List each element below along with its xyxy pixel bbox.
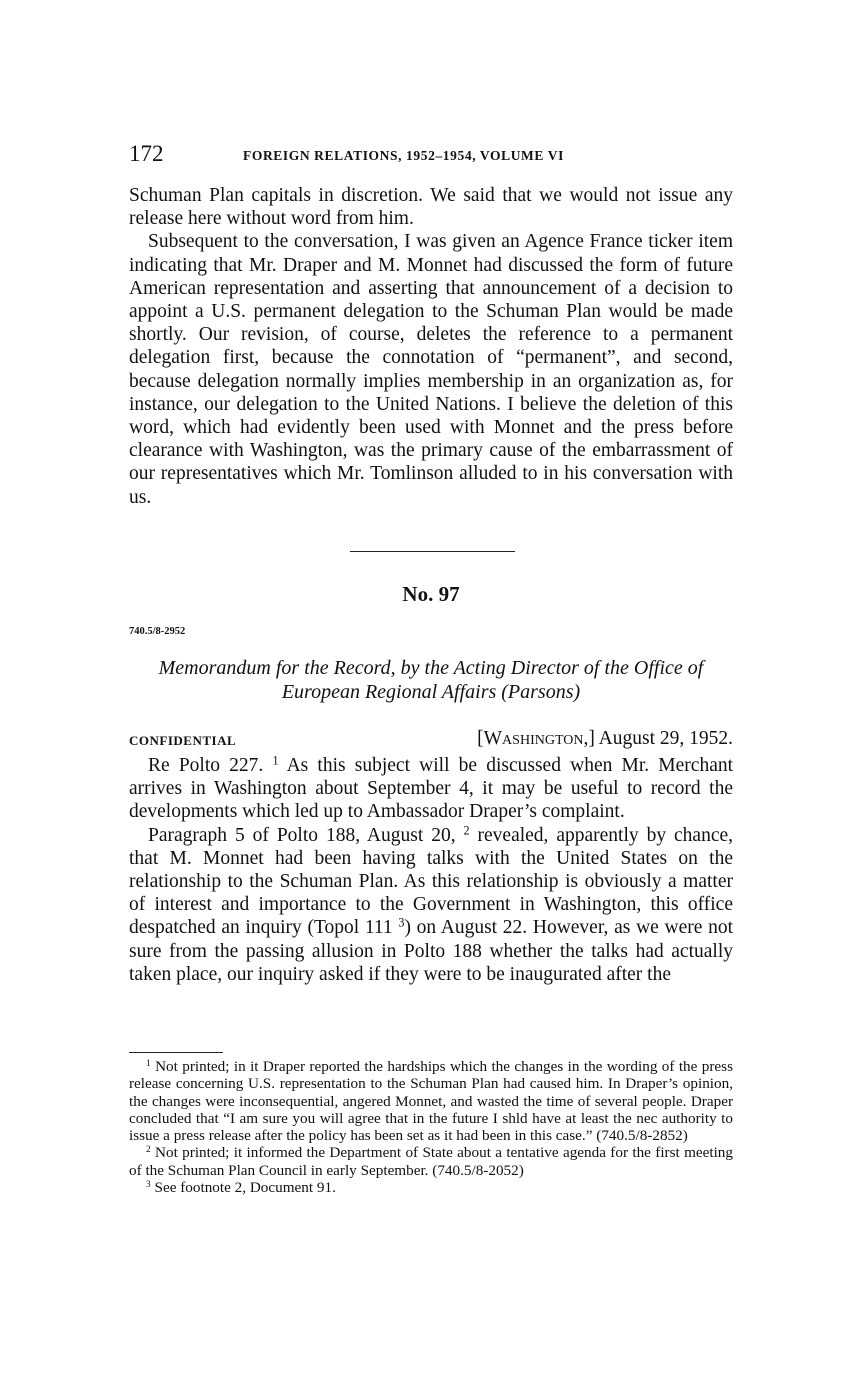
place-and-date	[477, 728, 733, 750]
document-title	[129, 656, 733, 704]
place-bracket-open: [	[477, 728, 484, 749]
memorandum-body	[129, 754, 733, 986]
text-run: Re Polto 227.	[148, 755, 264, 776]
footnotes	[129, 1058, 733, 1196]
paragraph	[129, 824, 733, 986]
date: August 29, 1952.	[594, 728, 733, 749]
footnote-number: 1	[146, 1058, 151, 1069]
text-run: Paragraph 5 of Polto 188, August 20,	[148, 824, 456, 846]
footnote-divider	[129, 1052, 223, 1053]
paragraph: Schuman Plan capitals in discretion. We said that we would not issue any release here without word from him.	[129, 185, 733, 230]
footnote-text: See footnote 2, Document 91.	[150, 1179, 336, 1197]
document-title-line: European Regional Affairs (Parsons)	[281, 681, 581, 703]
place-name: Washington	[483, 728, 584, 749]
text-run: revealed, apparently by chance, that M. Monnet had been having talks with the United States on the relationship to the Schuman Plan. As this relationship is obviously a matter of interest and importance to the Government in Washington, this office despatched an inquiry (Topol 111	[129, 824, 734, 939]
footnote-marker: 2	[463, 822, 470, 837]
document-title-line: Memorandum for the Record, by the Acting Director of the Office of	[158, 657, 704, 679]
place-bracket-close: ,]	[583, 728, 595, 749]
footnote-marker: 1	[272, 753, 279, 768]
classification-label: CONFIDENTIAL	[129, 733, 237, 748]
footnote-number: 2	[146, 1145, 151, 1156]
page-header	[129, 141, 733, 171]
footnote	[129, 1144, 733, 1179]
running-head: FOREIGN RELATIONS, 1952–1954, VOLUME VI	[243, 148, 564, 163]
section-divider	[350, 551, 515, 552]
file-reference: 740.5/8-2952	[129, 626, 186, 637]
dateline	[129, 728, 733, 754]
footnote	[129, 1179, 733, 1196]
footnote-marker: 3	[398, 915, 405, 930]
footnote-number: 3	[146, 1179, 151, 1190]
text-run: As this subject will be discussed when Mr. Merchant arrives in Washington about September 4, it may be useful to record the developments which led up to Ambassador Draper’s complaint.	[129, 755, 734, 823]
footnote-text: Not printed; in it Draper reported the hardships which the changes in the wording of the press release concerning U.S. representation to the Schuman Plan had caused him. In Draper’s opinion, the changes were inconsequential, angered Monnet, and wasted the time of several people. Draper concluded that “I am sure you will agree that in the future I shld have at least the nec authority to issue a press release after the policy has been set as it had been in this case.” (740.5/8-2852)	[129, 1058, 733, 1145]
page-number: 172	[129, 141, 164, 166]
paragraph	[129, 754, 733, 824]
footnote	[129, 1058, 733, 1144]
document-number: No. 97	[402, 582, 460, 606]
paragraph: Subsequent to the conversation, I was given an Agence France ticker item indicating that Mr. Draper and M. Monnet had discussed the form of future American representation and asserting that announcement of a decision to appoint a U.S. permanent delegation to the Schuman Plan would be made shortly. Our revision, of course, deletes the reference to a permanent delegation first, because the connotation of “permanent”, and second, because delegation normally implies membership in an organization as, for instance, our delegation to the United Nations. I believe the deletion of this word, which had evidently been used with Monnet and the press before clearance with Washington, was the primary cause of the embarrassment of our representatives which Mr. Tomlinson alluded to in his conversation with us.	[129, 231, 733, 508]
continued-text	[129, 184, 733, 509]
footnote-text: Not printed; it informed the Department of State about a tentative agenda for the first meeting of the Schuman Plan Council in early September. (740.5/8-2052)	[129, 1144, 733, 1179]
text-run: ) on August 22. However, as we were not sure from the passing allusion in Polto 188 whether the talks had actually taken place, our inquiry asked if they were to be inaugurated after the	[129, 917, 734, 985]
